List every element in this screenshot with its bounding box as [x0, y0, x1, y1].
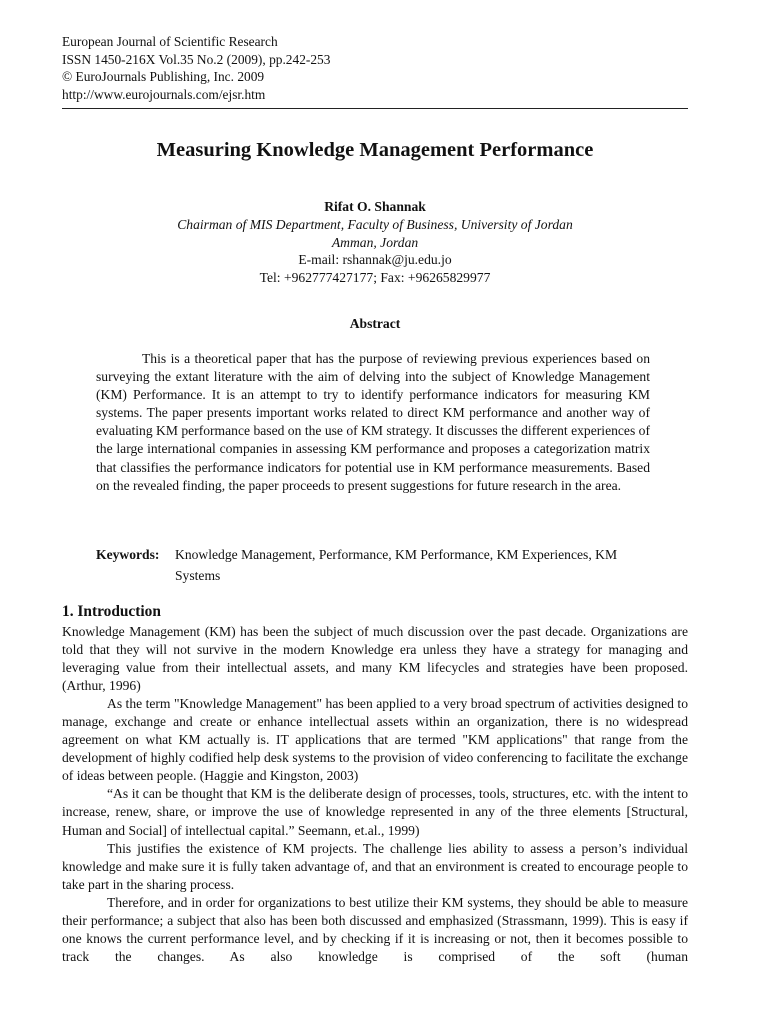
- header-divider: [62, 108, 688, 109]
- paper-title: Measuring Knowledge Management Performance: [156, 139, 594, 161]
- abstract-body: [96, 350, 650, 495]
- intro-paragraph-3: “As it can be thought that KM is the deliberate design of processes, tools, structures, etc. with the intent to increase, renew, share, or improve the use of knowledge represented in any of the three elements [Structural, Human and Social] of intellectual capital.” Seemann, et.al., 1999): [62, 786, 688, 838]
- intro-paragraph-5: Therefore, and in order for organizations to best utilize their KM systems, they should be able to measure their performance; a subject that also has been both discussed and emphasized (Strassmann, 1999). This is easy if one knows the current performance level, and by checking if it is increasing or not, then it becomes possible to track the changes. As also knowledge is comprised of the soft (human: [62, 894, 688, 964]
- abstract-heading: Abstract: [349, 316, 401, 331]
- author-block: [62, 198, 688, 287]
- author-name: Rifat O. Shannak: [324, 199, 426, 214]
- journal-issn: ISSN 1450-216X Vol.35 No.2 (2009), pp.242-253: [62, 51, 331, 67]
- author-phone: Tel: +962777427177; Fax: +96265829977: [259, 270, 491, 286]
- author-email[interactable]: E-mail: rshannak@ju.edu.jo: [298, 252, 452, 268]
- introduction-body: [62, 623, 688, 966]
- journal-copyright: © EuroJournals Publishing, Inc. 2009: [62, 69, 265, 84]
- keywords-label: Keywords:: [96, 547, 160, 562]
- journal-name: European Journal of Scientific Research: [62, 34, 278, 49]
- abstract-text: This is a theoretical paper that has the purpose of reviewing previous experiences based on surveying the extant literature with the aim of delving into the subject of Knowledge Management (KM) Performance. It is an attempt to try to identify performance indicators for measuring KM systems. The paper presents important works related to direct KM performance and another way of evaluating KM performance based on the use of KM strategy. It discusses the different experiences of the large international companies in assessing KM performance and proposes a categorization matrix that classifies the performance indicators for potential use in KM performance measurements. Based on the revealed finding, the paper proceeds to present suggestions for future research in the area.: [96, 351, 650, 493]
- section-heading: 1. Introduction: [62, 603, 161, 620]
- intro-paragraph-2: As the term "Knowledge Management" has been applied to a very broad spectrum of activities designed to manage, exchange and create or enhance intellectual assets within an organization, there is no widespread agreement on what KM actually is. IT applications that are termed "KM applications" that range from the development of highly codified help desk systems to the provision of video conferencing to facilitate the exchange of ideas between people. (Haggie and Kingston, 2003): [62, 696, 688, 784]
- author-affiliation: Chairman of MIS Department, Faculty of Business, University of Jordan: [177, 216, 573, 232]
- journal-url[interactable]: http://www.eurojournals.com/ejsr.htm: [62, 86, 266, 102]
- journal-header: [62, 33, 688, 103]
- intro-paragraph-1: Knowledge Management (KM) has been the subject of much discussion over the past decade. Organizations are told that they will not survive in the modern Knowledge era unless they have a strategy for managing and leveraging value from their intellectual assets, and many KM lifecycles and strategies have been proposed. (Arthur, 1996): [62, 624, 688, 694]
- author-location: Amman, Jordan: [331, 234, 419, 250]
- intro-paragraph-4: This justifies the existence of KM projects. The challenge lies ability to assess a person’s individual knowledge and make sure it is fully taken advantage of, and that an environment is created to encourage people to take part in the sharing process.: [62, 840, 688, 892]
- keywords-text: Knowledge Management, Performance, KM Performance, KM Experiences, KM Systems: [175, 547, 618, 583]
